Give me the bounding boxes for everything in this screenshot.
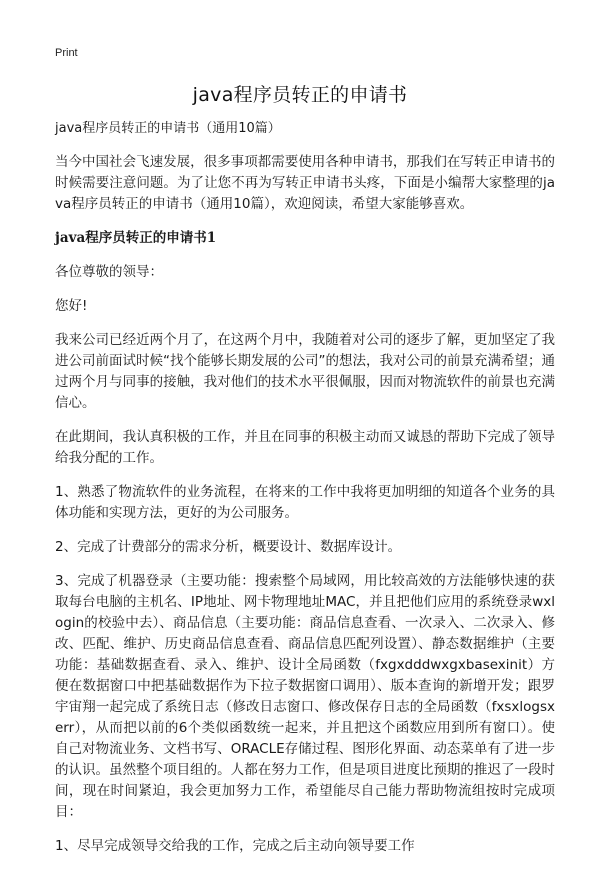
body-paragraph: 3、完成了机器登录（主要功能：搜索整个局域网，用比较高效的方法能够快速的获取每台电脑的主机名、IP地址、网卡物理地址MAC，并且把他们应用的系统登录wxlogin的校验中去）、商品信息（主要功能：商品信息查看、一次录入、二次录入、修改、匹配、维护、历史商品信息查看、商品信息匹配列设置）、静态数据维护（主要功能：基础数据查看、录入、维护、设计全局函数（fxgxdddwxgxbasexinit）方便在数据窗口中把基础数据作为下拉子数据窗口调用）、版本查询的新增开发；跟罗宇宙翔一起完成了系统日志（修改日志窗口、修改保存日志的全局函数（fxsxlogsxerr），从而把以前的6个类似函数统一起来，并且把这个函数应用到所有窗口）。使自己对物流业务、文档书写、ORACLE存储过程、图形化界面、动态菜单有了进一步的认识。虽然整个项目组的。人都在努力工作，但是项目进度比预期的推迟了一段时间，现在时间紧迫，我会更加努力工作，希望能尽自己能力帮助物流组按时完成项目： bbox=[55, 573, 555, 820]
document-body bbox=[55, 118, 555, 870]
body-paragraph: 2、完成了计费部分的需求分析，概要设计、数据库设计。 bbox=[55, 539, 402, 555]
body-paragraph: 1、尽早完成领导交给我的工作，完成之后主动向领导要工作 bbox=[55, 838, 415, 854]
intro-paragraph: 当今中国社会飞速发展，很多事项都需要使用各种申请书，那我们在写转正申请书的时候需要注意问题。为了让您不再为写转正申请书头疼，下面是小编帮大家整理的java程序员转正的申请书（通用10篇），欢迎阅读，希望大家能够喜欢。 bbox=[55, 154, 555, 212]
body-paragraph: 1、熟悉了物流软件的业务流程，在将来的工作中我将更加明细的知道各个业务的具体功能和实现方法，更好的为公司服务。 bbox=[55, 484, 555, 521]
greeting: 您好! bbox=[55, 298, 88, 314]
body-paragraph: 我来公司已经近两个月了，在这两个月中，我随着对公司的逐步了解，更加坚定了我进公司前面试时候“找个能够长期发展的公司”的想法，我对公司的前景充满希望；通过两个月与同事的接触，我对他们的技术水平很佩服，因而对物流软件的前景也充满信心。 bbox=[55, 332, 555, 411]
body-paragraph: 在此期间，我认真积极的工作，并且在同事的积极主动而又诚恳的帮助下完成了领导给我分配的工作。 bbox=[55, 429, 555, 466]
salutation: 各位尊敬的领导： bbox=[55, 264, 163, 280]
section-heading: java程序员转正的申请书1 bbox=[55, 230, 217, 246]
document-subtitle: java程序员转正的申请书（通用10篇） bbox=[55, 121, 281, 136]
print-label: Print bbox=[55, 47, 78, 59]
document-title: java程序员转正的申请书 bbox=[192, 84, 408, 106]
